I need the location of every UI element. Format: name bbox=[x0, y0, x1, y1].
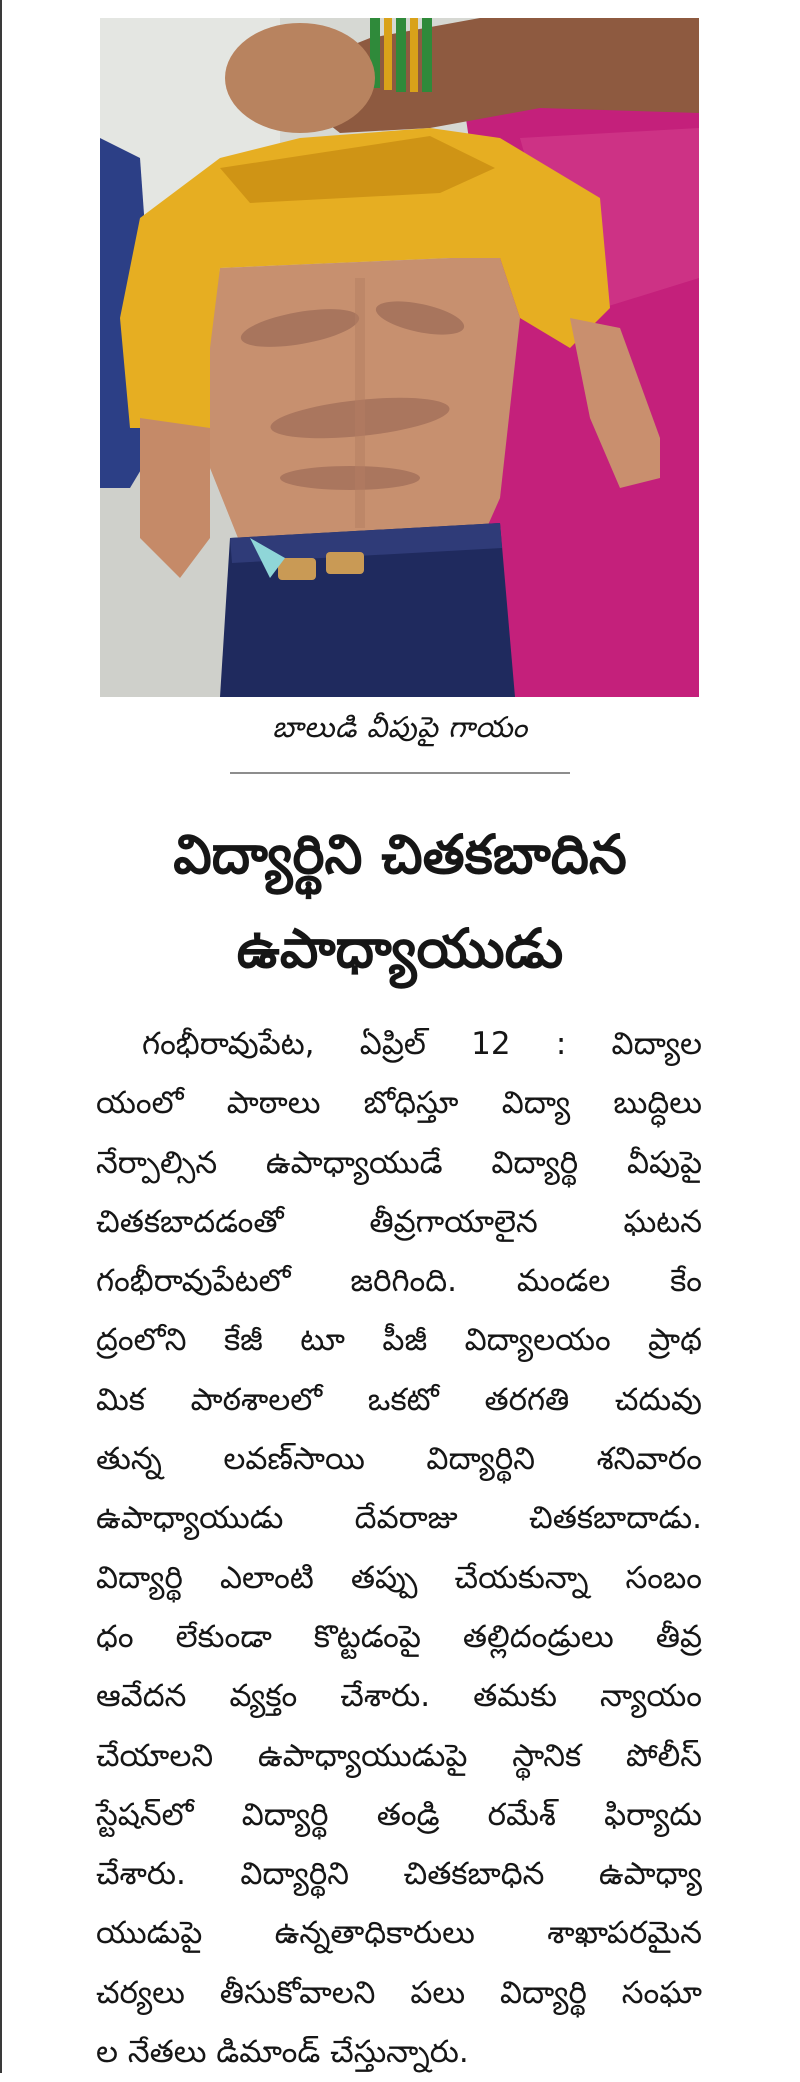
body-line: విద్యార్థి ఎలాంటి తప్పు చేయకున్నా సంబం bbox=[96, 1559, 702, 1596]
photo-caption: బాలుడి వీపుపై గాయం bbox=[272, 710, 528, 744]
body-line: మిక పాఠశాలలో ఒకటో తరగతి చదువు bbox=[96, 1381, 702, 1418]
body-line: చేయాలని ఉపాధ్యాయుడుపై స్థానిక పోలీస్ bbox=[96, 1737, 702, 1774]
body-line: తున్న లవణ్‌సాయి విద్యార్థిని శనివారం bbox=[96, 1441, 702, 1478]
body-line: ధం లేకుండా కొట్టడంపై తల్లిదండ్రులు తీవ్ర bbox=[96, 1618, 702, 1655]
body-line: గంభీరావుపేటలో జరిగింది. మండల కేం bbox=[96, 1263, 702, 1300]
child-back-injury-image bbox=[100, 18, 699, 697]
body-line: చర్యలు తీసుకోవాలని పలు విద్యార్థి సంఘా bbox=[96, 1974, 702, 2011]
body-line: ఉపాధ్యాయుడు దేవరాజు చితకబాదాడు. bbox=[96, 1500, 702, 1537]
article-body bbox=[96, 1015, 702, 2082]
caption-divider bbox=[230, 772, 570, 774]
body-line: యంలో పాఠాలు బోధిస్తూ విద్యా బుద్ధిలు bbox=[96, 1085, 702, 1122]
news-photo bbox=[100, 18, 699, 697]
body-line: ల నేతలు డిమాండ్ చేస్తున్నారు. bbox=[96, 2034, 469, 2071]
body-line: చితకబాదడంతో తీవ్రగాయాలైన ఘటన bbox=[96, 1203, 702, 1240]
article-headline bbox=[0, 808, 800, 996]
body-line: ద్రంలోని కేజీ టూ పీజీ విద్యాలయం ప్రాథ bbox=[96, 1322, 702, 1359]
body-line: నేర్పాల్సిన ఉపాధ్యాయుడే విద్యార్థి వీపుపై bbox=[96, 1144, 702, 1181]
body-line: చేశారు. విద్యార్థిని చితకబాధిన ఉపాధ్యా bbox=[96, 1856, 702, 1893]
bangles bbox=[370, 18, 432, 92]
body-line: స్టేషన్‌లో విద్యార్థి తండ్రి రమేశ్ ఫిర్యాదు bbox=[96, 1796, 702, 1833]
column-rule bbox=[0, 0, 2, 2073]
headline-line-1: విద్యార్థిని చితకబాదిన bbox=[173, 823, 627, 886]
body-line: యుడుపై ఉన్నతాధికారులు శాఖాపరమైన bbox=[96, 1915, 702, 1952]
body-line: ఆవేదన వ్యక్తం చేశారు. తమకు న్యాయం bbox=[96, 1678, 702, 1715]
body-line: గంభీరావుపేట, ఏప్రిల్ 12 : విద్యాల bbox=[142, 1026, 702, 1062]
headline-line-2: ఉపాధ్యాయుడు bbox=[236, 917, 564, 980]
